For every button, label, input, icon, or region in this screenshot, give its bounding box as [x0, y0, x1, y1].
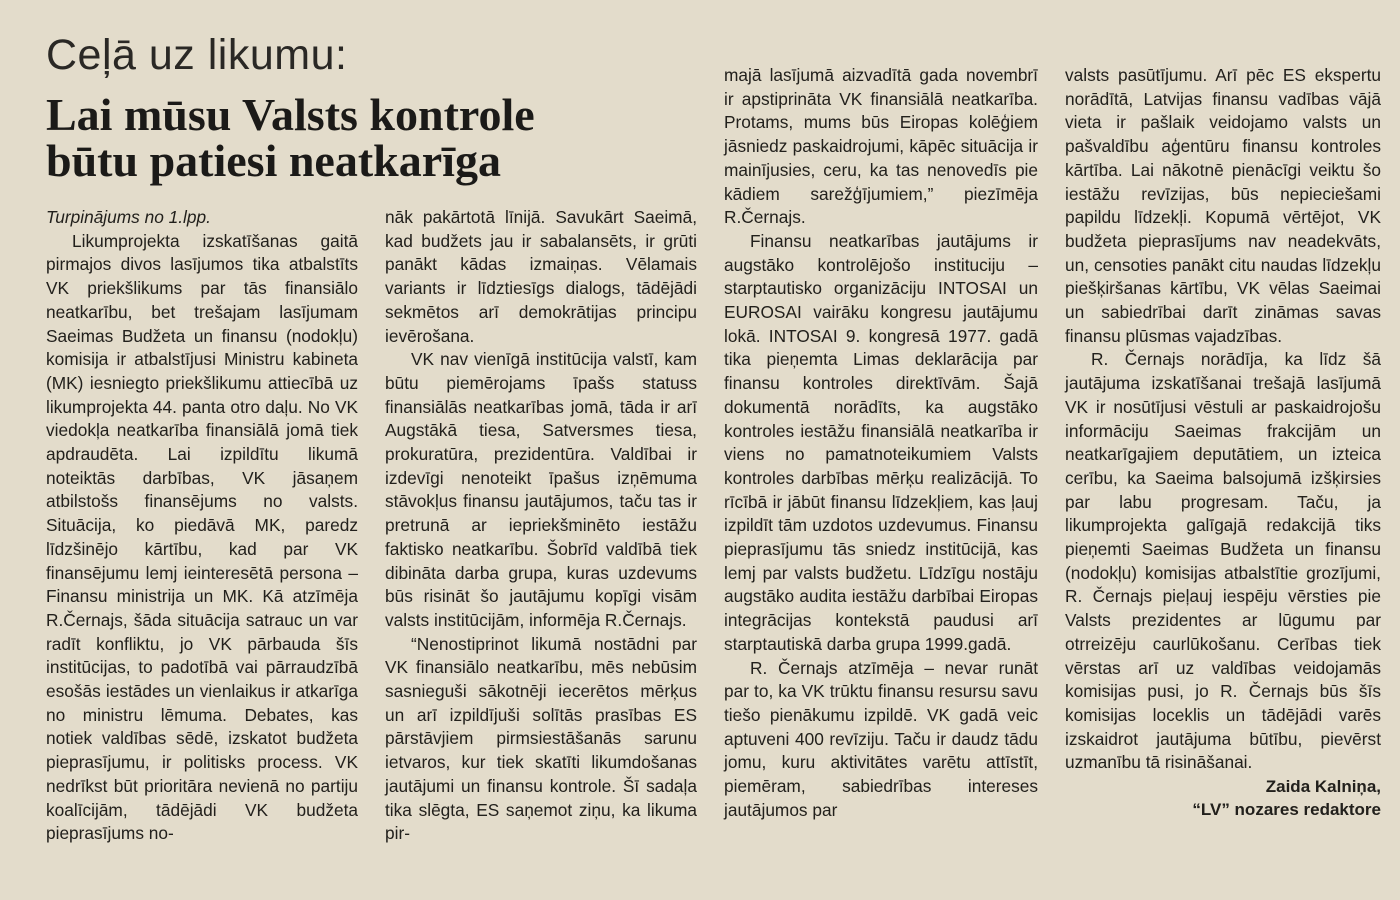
column-2-paragraph-3: “Nenostiprinot likumā nostādni par VK finansiālo neatkarību, mēs nebūsim sasnieguši sākotnēji iecerētos mērķus un arī izpildījuši solītās prasības ES pārstāvjiem pirmsiestāšanās sarunu ietvaros, kur tiek skatīti likumdošanas jautājumi un finansu kontrole. Šī sadaļa tika slēgta, ES saņemot ziņu, ka likuma pir- [385, 633, 697, 844]
article-column-1 [46, 206, 358, 846]
continuation-note: Turpinājums no 1.lpp. [46, 207, 211, 227]
column-2-paragraph-1: nāk pakārtotā līnijā. Savukārt Saeimā, kad budžets jau ir sabalansēts, ir grūti panākt kādas izmaiņas. Vēlamais variants ir līdztiesīgs dialogs, tādējādi sekmētos arī demokrātijas principu ievērošana. [385, 207, 697, 346]
headline-line-2: būtu patiesi neatkarīga [46, 135, 501, 186]
column-2-paragraph-2: VK nav vienīgā institūcija valstī, kam būtu piemērojams īpašs statuss finansiālās neatkarības jomā, tāda ir arī Augstākā tiesa, Satversmes tiesa, prokuratūra, prezidentūra. Valdībai ir izdevīgi nenoteikt īpašus izņēmuma stāvokļus finansu jautājumos, taču tas ir pretrunā ar iepriekšminēto iestāžu faktisko neatkarību. Šobrīd valdībā tiek dibināta darba grupa, kuras uzdevums būs risināt šo jautājumu kopīgi visām valsts institūcijām, informēja R.Černajs. [385, 349, 697, 630]
headline [46, 89, 686, 186]
article-column-4 [1065, 64, 1381, 821]
headline-line-1: Lai mūsu Valsts kontrole [46, 89, 535, 140]
author-name: Zaida Kalniņa, [1265, 777, 1381, 797]
article-column-3 [724, 64, 1038, 823]
author-role: “LV” nozares redaktore [1192, 800, 1381, 820]
column-1-paragraph-1: Likumprojekta izskatīšanas gaitā pirmajos divos lasījumos tika atbalstīts VK priekšlikums par tās finansiālo neatkarību, bet trešajam lasījumam Saeimas Budžeta un finansu (nodokļu) komisija ir atbalstījusi Ministru kabineta (MK) iesniegto priekšlikumu attiecībā uz likumprojekta 44. panta otro daļu. No VK viedokļa neatkarība finansiālā jomā tiek apdraudēta. Lai izpildītu likumā noteiktās darbības, VK jāsaņem atbilstošs finansējums no valsts. Situācija, ko piedāvā MK, paredz līdzšinējo kārtību, kad par VK finansējumu lemj ieinteresētā persona – Finansu ministrija un MK. Kā atzīmēja R.Černajs, šāda situācija satrauc un var radīt konfliktu, jo VK pārbauda šīs institūcijas, to padotībā vai pārraudzībā esošās iestādes un vienlaikus ir atkarīga no ministru lēmuma. Debates, kas notiek valdības sēdē, izskatot budžeta pieprasījumu, ir politisks process. VK nedrīkst būt prioritāra nevienā no partiju koalīcijām, tādējādi VK budžeta pieprasījums no- [46, 230, 358, 844]
author-signature [1065, 775, 1381, 821]
column-3-paragraph-3: R. Černajs atzīmēja – nevar runāt par to, ka VK trūktu finansu resursu savu tiešo pienākumu izpildē. VK gadā veic aptuveni 400 revīziju. Taču ir daudz tādu jomu, kuru aktivitātes varētu attīstīt, piemēram, sabiedrības intereses jautājumos par [724, 657, 1038, 820]
article-column-2 [385, 206, 697, 846]
column-3-paragraph-2: Finansu neatkarības jautājums ir augstāko kontrolējošo instituciju – starptautisko organizāciju INTOSAI un EUROSAI vairāku kongresu jautājumu lokā. INTOSAI 9. kongresā 1977. gadā tika pieņemta Limas deklarācija par finansu kontroles direktīvām. Šajā dokumentā norādīts, ka augstāko kontroles iestāžu finansiālā neatkarība ir viens no pamatnoteikumiem Valsts kontroles darbības mērķu realizācijā. To rīcībā ir jābūt finansu līdzekļiem, kas ļauj izpildīt tām uzdotos uzdevumus. Finansu pieprasījumu tās sniedz institūcijā, kas lemj par valsts budžetu. Līdzīgu nostāju augstāko audita iestāžu darbībai Eiropas integrācijas kontekstā paudusi arī starptautiskā darba grupa 1999.gadā. [724, 230, 1038, 654]
column-3-paragraph-1: majā lasījumā aizvadītā gada novembrī ir apstiprināta VK finansiālā neatkarība. Protams, mums būs Eiropas kolēģiem jāsniedz paskaidrojumi, kāpēc situācija ir mainījusies, ceru, ka tas nenovedīs pie kādiem sarežģījumiem,” piezīmēja R.Černajs. [724, 65, 1038, 228]
kicker-title: Ceļā uz likumu: [46, 31, 348, 79]
column-4-paragraph-2: R. Černajs norādīja, ka līdz šā jautājuma izskatīšanai trešajā lasījumā VK ir nosūtījusi vēstuli ar paskaidrojošu informāciju Saeimas frakcijām un neatkarīgajiem deputātiem, un izteica cerību, ka Saeima balsojumā izšķirsies par labu progresam. Taču, ja likumprojekta galīgajā redakcijā tiks pieņemti Saeimas Budžeta un finansu (nodokļu) komisijas atbalstītie grozījumi, R. Černajs pieļauj iespēju vērsties pie Valsts prezidentes ar lūgumu par otrreizēju caurlūkošanu. Cerības tiek vērstas arī uz valdības veidojamās komisijas pusi, jo R. Černajs būs šīs komisijas loceklis un tādējādi varēs izskaidrot jautājuma būtību, pievērst uzmanību tā risināšanai. [1065, 349, 1381, 773]
column-4-paragraph-1: valsts pasūtījumu. Arī pēc ES ekspertu norādītā, Latvijas finansu vadības vājā vieta ir pašlaik veidojamo valsts un pašvaldību aģentūru finansu kontroles kārtība. Lai nākotnē pienācīgi veiktu šo iestāžu revīzijas, būs nepieciešami papildu līdzekļi. Kopumā vērtējot, VK budžeta pieprasījums nav neadekvāts, un, censoties panākt citu naudas līdzekļu piešķiršanas kārtību, VK vēlas Saeimai un sabiedrībai darīt zināmas savas finansu plūsmas vajadzības. [1065, 65, 1381, 346]
